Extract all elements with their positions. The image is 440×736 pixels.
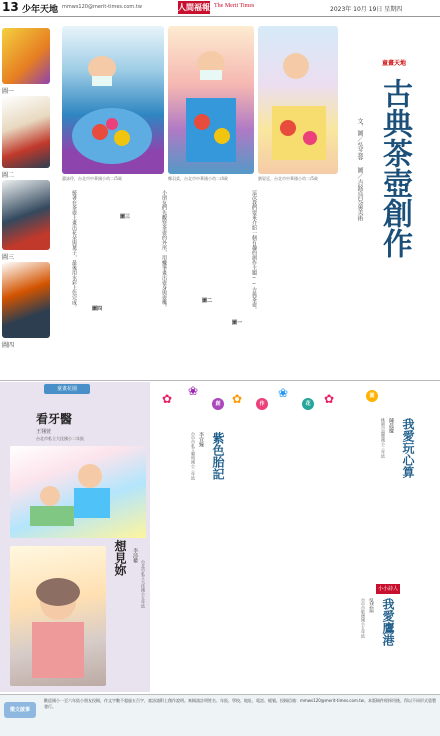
- banner-char-1: 創: [212, 398, 224, 410]
- step-label-3: 圖三: [2, 254, 15, 261]
- photo-caption-2: 鄭羽柔，台北市中華國小幼二/4歲: [168, 176, 228, 181]
- step-label-1: 圖一: [2, 88, 15, 95]
- feature-body-1: 這次我們要來介紹一個有趣的創作主題──古典茶壺。: [251, 190, 257, 312]
- feature-badge: 童畫天地: [382, 60, 407, 67]
- feature-subhead-3: 圖三: [120, 214, 131, 220]
- feature-title: 古典茶壺創作: [377, 78, 412, 258]
- poem-1-school: 台中市私立曉明國小三年級: [191, 432, 196, 480]
- flower-icon: ✿: [324, 392, 335, 406]
- feature-subhead-4: 圖四: [92, 306, 103, 312]
- step-label-4: 圖四: [2, 342, 15, 349]
- artwork-photo-1: [62, 26, 164, 174]
- artwork-photo-3: [258, 26, 338, 174]
- artwork-1-school: 台北市私立大佳國小二年級: [36, 436, 84, 441]
- artwork-photo-2: [168, 26, 254, 174]
- feature-byline: 文、圖／吳芝蓉 圖／吉銘鳥兒童美術: [356, 118, 363, 221]
- poem-2-title: 我愛玩心算: [401, 418, 415, 478]
- footer-tag: 徵文啟事: [4, 702, 36, 718]
- artwork-2-painting: [10, 546, 106, 686]
- step-photo-2: [2, 96, 50, 168]
- footer-text: 歡迎國小一至六年級小朋友投稿，作文字數不超過五百字，童詩請附上創作說明。來稿請註明姓名、年級、學校、地址、電話、帳號。投稿信箱：mmws120@merit-times.com.tw。本版稿件經採用後，得以不同形式重製發行。: [44, 698, 436, 709]
- newspaper-logo: 人間福報: [178, 3, 210, 12]
- artwork-1-painting: [10, 446, 146, 538]
- poem-3-title: 我愛鷹港: [381, 598, 395, 646]
- section-divider: [0, 380, 440, 381]
- artwork-2-author: 李沛縈: [132, 548, 138, 563]
- step-thumbnail-column: [0, 18, 54, 378]
- feature-body-2: 小朋友們先觀察茶壺的外形，用蠟筆畫出壺身與壺嘴。: [161, 190, 167, 310]
- issue-date: 2023年 10月 19日 星期四: [330, 6, 403, 13]
- poem-3-school: 台中市敬德國小五年級: [361, 598, 366, 638]
- banner-char-4: 園: [366, 390, 378, 402]
- garden-tag: 童畫花園: [44, 384, 90, 394]
- section-title: 少年天地: [22, 5, 59, 15]
- photo-caption-3: 劉晏廷，台北市中華國小幼二/5歲: [258, 176, 318, 181]
- step-photo-1: [2, 28, 50, 84]
- banner-char-3: 花: [302, 398, 314, 410]
- portrait-illustration: [10, 546, 106, 686]
- newspaper-name-en: The Merit Times: [214, 3, 255, 9]
- creative-garden-banner: [152, 384, 392, 424]
- flower-icon: ✿: [162, 392, 173, 406]
- teapot-painting-illustration: [258, 26, 338, 174]
- poem-1-author: 李宜臻: [198, 432, 204, 447]
- poem-1-title: 紫色胎記: [211, 432, 225, 480]
- little-poet-badge: 小小詩人: [377, 586, 398, 592]
- artwork-1-title: 看牙醫: [36, 412, 73, 426]
- artwork-2-school: 台北市私立大佳國小五年級: [141, 560, 146, 608]
- feature-subhead-1: 圖一: [232, 320, 243, 326]
- feature-subhead-2: 圖二: [202, 298, 213, 304]
- banner-char-2: 作: [256, 398, 268, 410]
- flower-icon: ❀: [188, 384, 199, 398]
- photo-caption-1: 蕭詠伶，台北市中華國小幼二/5歲: [62, 176, 122, 181]
- step-photo-3: [2, 180, 50, 250]
- contact-email[interactable]: mmws120@merit-times.com.tw: [62, 4, 142, 10]
- artwork-1-author: 王翎萱: [36, 429, 52, 435]
- step-label-2: 圖二: [2, 172, 15, 179]
- flower-icon: ❀: [278, 386, 289, 400]
- page-number: 13: [2, 0, 19, 14]
- teapot-painting-illustration: [62, 26, 164, 174]
- feature-body-3: 接著在茶壺上畫出花朵與葉子，最後用水彩上色完成。: [71, 190, 77, 310]
- poem-3-author: 吳芸瑄: [368, 598, 374, 613]
- poem-2-author: 陳晨慶: [388, 418, 394, 433]
- dentist-illustration: [10, 446, 146, 538]
- poem-2-school: 桃園市福豐國小三年級: [381, 418, 386, 458]
- flower-icon: ✿: [232, 392, 243, 406]
- step-photo-4: [2, 262, 50, 338]
- teapot-painting-illustration: [168, 26, 254, 174]
- artwork-2-title: 想見妳: [113, 540, 127, 576]
